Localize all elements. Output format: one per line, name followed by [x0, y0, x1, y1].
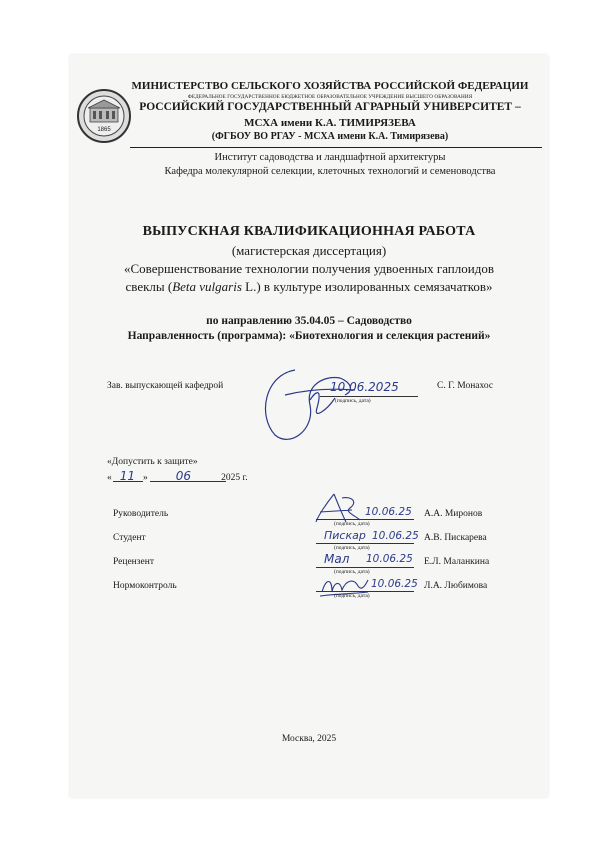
reviewer-caption: (подпись, дата) — [334, 569, 370, 575]
supervisor-line — [316, 519, 414, 520]
admission-close-quote: » — [143, 473, 148, 483]
admission-label: «Допустить к защите» — [107, 457, 198, 467]
head-of-department-label: Зав. выпускающей кафедрой — [107, 381, 224, 391]
admission-month: 06 — [175, 469, 192, 483]
institute-name: Институт садоводства и ландшафтной архитектуры — [214, 152, 446, 163]
student-caption: (подпись, дата) — [334, 545, 370, 551]
head-signature-line — [320, 396, 418, 397]
supervisor-name: А.А. Миронов — [424, 509, 483, 519]
university-name: РОССИЙСКИЙ ГОСУДАРСТВЕННЫЙ АГРАРНЫЙ УНИВЕРСИТЕТ – — [139, 101, 521, 113]
supervisor-caption: (подпись, дата) — [334, 521, 370, 527]
reviewer-name: Е.Л. Маланкина — [424, 557, 490, 567]
student-signature-word: Пискар — [324, 529, 366, 542]
logo-year: 1865 — [97, 127, 111, 133]
admission-open-quote: « — [107, 473, 112, 483]
university-short-name: (ФГБОУ ВО РГАУ - МСХА имени К.А. Тимирязева) — [211, 131, 449, 142]
work-title: ВЫПУСКНАЯ КВАЛИФИКАЦИОННАЯ РАБОТА — [142, 224, 476, 239]
department-name: Кафедра молекулярной селекции, клеточных технологий и семеноводства — [164, 166, 496, 177]
normcontrol-label: Нормоконтроль — [113, 581, 177, 591]
reviewer-signature-word: Мал — [324, 552, 350, 566]
head-signature-date: 10.06.2025 — [330, 380, 399, 394]
study-program: Направленность (программа): «Биотехнология и селекция растений» — [127, 330, 491, 342]
normcontrol-name: Л.А. Любимова — [424, 581, 488, 591]
city-year: Москва, 2025 — [281, 734, 337, 744]
normcontrol-caption: (подпись, дата) — [334, 593, 370, 599]
reviewer-label: Рецензент — [113, 557, 154, 567]
topic-pre: свеклы ( — [125, 279, 173, 294]
normcontrol-line — [316, 591, 414, 592]
admission-day-line — [113, 481, 143, 482]
ministry-name: МИНИСТЕРСТВО СЕЛЬСКОГО ХОЗЯЙСТВА РОССИЙСКОЙ ФЕДЕРАЦИИ — [131, 80, 529, 92]
header-divider — [130, 147, 542, 148]
university-named: МСХА имени К.А. ТИМИРЯЗЕВА — [244, 117, 416, 129]
reviewer-date: 10.06.25 — [366, 553, 413, 565]
student-date: 10.06.25 — [372, 530, 419, 542]
admission-year: 2025 г. — [221, 473, 248, 483]
supervisor-label: Руководитель — [113, 509, 169, 519]
normcontrol-date: 10.06.25 — [371, 578, 418, 590]
head-signature-caption: (подпись, дата) — [335, 398, 371, 404]
student-name: А.В. Пискарева — [424, 533, 487, 543]
head-of-department-name: С. Г. Монахос — [437, 381, 494, 391]
supervisor-date: 10.06.25 — [365, 506, 412, 518]
student-label: Студент — [113, 533, 146, 543]
head-signature — [255, 360, 365, 450]
topic-line-2 — [70, 279, 548, 295]
student-line — [316, 543, 414, 544]
topic-post: L.) в культуре изолированных семязачатков» — [241, 279, 493, 294]
study-direction: по направлению 35.04.05 – Садоводство — [206, 315, 412, 327]
reviewer-line — [316, 567, 414, 568]
admission-day: 11 — [119, 469, 136, 483]
admission-month-line — [150, 481, 226, 482]
institution-type: ФЕДЕРАЛЬНОЕ ГОСУДАРСТВЕННОЕ БЮДЖЕТНОЕ ОБРАЗОВАТЕЛЬНОЕ УЧРЕЖДЕНИЕ ВЫСШЕГО ОБРАЗОВАНИЯ — [187, 94, 473, 100]
work-subtitle: (магистерская диссертация) — [231, 243, 387, 258]
species-name: Beta vulgaris — [172, 279, 242, 294]
topic-line-1: «Совершенствование технологии получения удвоенных гаплоидов — [124, 261, 494, 276]
